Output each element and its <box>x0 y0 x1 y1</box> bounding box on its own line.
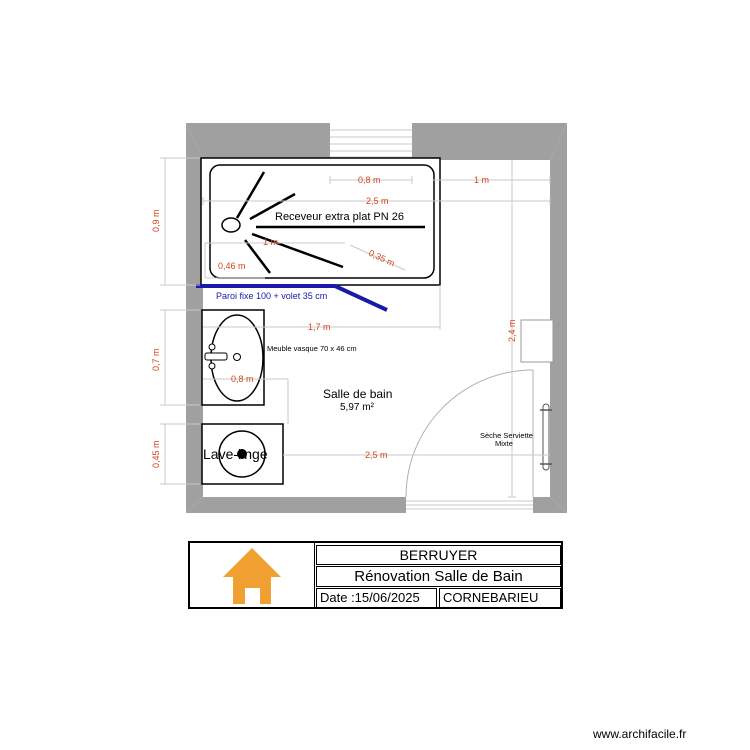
washer-label: Lave-linge <box>203 446 268 462</box>
project-title: Rénovation Salle de Bain <box>316 566 561 587</box>
dim-0-8-top: 0,8 m <box>358 175 381 185</box>
towel-label-2: Mixte <box>495 439 513 448</box>
dim-0-8-vanity: 0,8 m <box>231 374 254 384</box>
faucet-icon <box>205 353 227 360</box>
dim-1-inner: 1 m <box>263 237 279 247</box>
wall-right <box>550 123 567 513</box>
dim-0-35: 0,35 m <box>367 247 397 269</box>
dim-1-7: 1,7 m <box>308 322 331 332</box>
project-location: CORNEBARIEU <box>439 588 561 608</box>
glass-label: Paroi fixe 100 + volet 35 cm <box>216 291 328 301</box>
dim-0-45: 0,45 m <box>151 440 161 468</box>
logo-cell <box>190 543 315 607</box>
dim-0-9: 0,9 m <box>151 209 161 232</box>
basin-drain <box>234 354 241 361</box>
house-icon <box>190 543 315 607</box>
watermark: www.archifacile.fr <box>593 727 687 741</box>
vanity-label: Meuble vasque 70 x 46 cm <box>267 344 357 353</box>
room-area: 5,97 m² <box>340 402 374 413</box>
project-date: Date :15/06/2025 <box>316 588 437 608</box>
wall-cabinet <box>521 320 553 362</box>
door-opening <box>406 497 533 513</box>
room-name: Salle de bain <box>323 387 393 401</box>
dim-0-46: 0,46 m <box>218 261 246 271</box>
vanity-unit <box>202 310 264 405</box>
title-block <box>188 541 563 609</box>
shower-drain <box>222 218 240 232</box>
shower-label: Receveur extra plat PN 26 <box>275 211 405 223</box>
client-name: BERRUYER <box>316 545 561 565</box>
dim-1-top: 1 m <box>474 175 490 185</box>
dim-2-5-bottom: 2,5 m <box>365 450 388 460</box>
towel-label-1: Sèche Serviette <box>480 431 533 440</box>
dim-0-7: 0,7 m <box>151 348 161 371</box>
window-top <box>330 123 412 160</box>
dim-2-4: 2,4 m <box>507 319 517 342</box>
dim-2-5-top: 2,5 m <box>366 196 389 206</box>
